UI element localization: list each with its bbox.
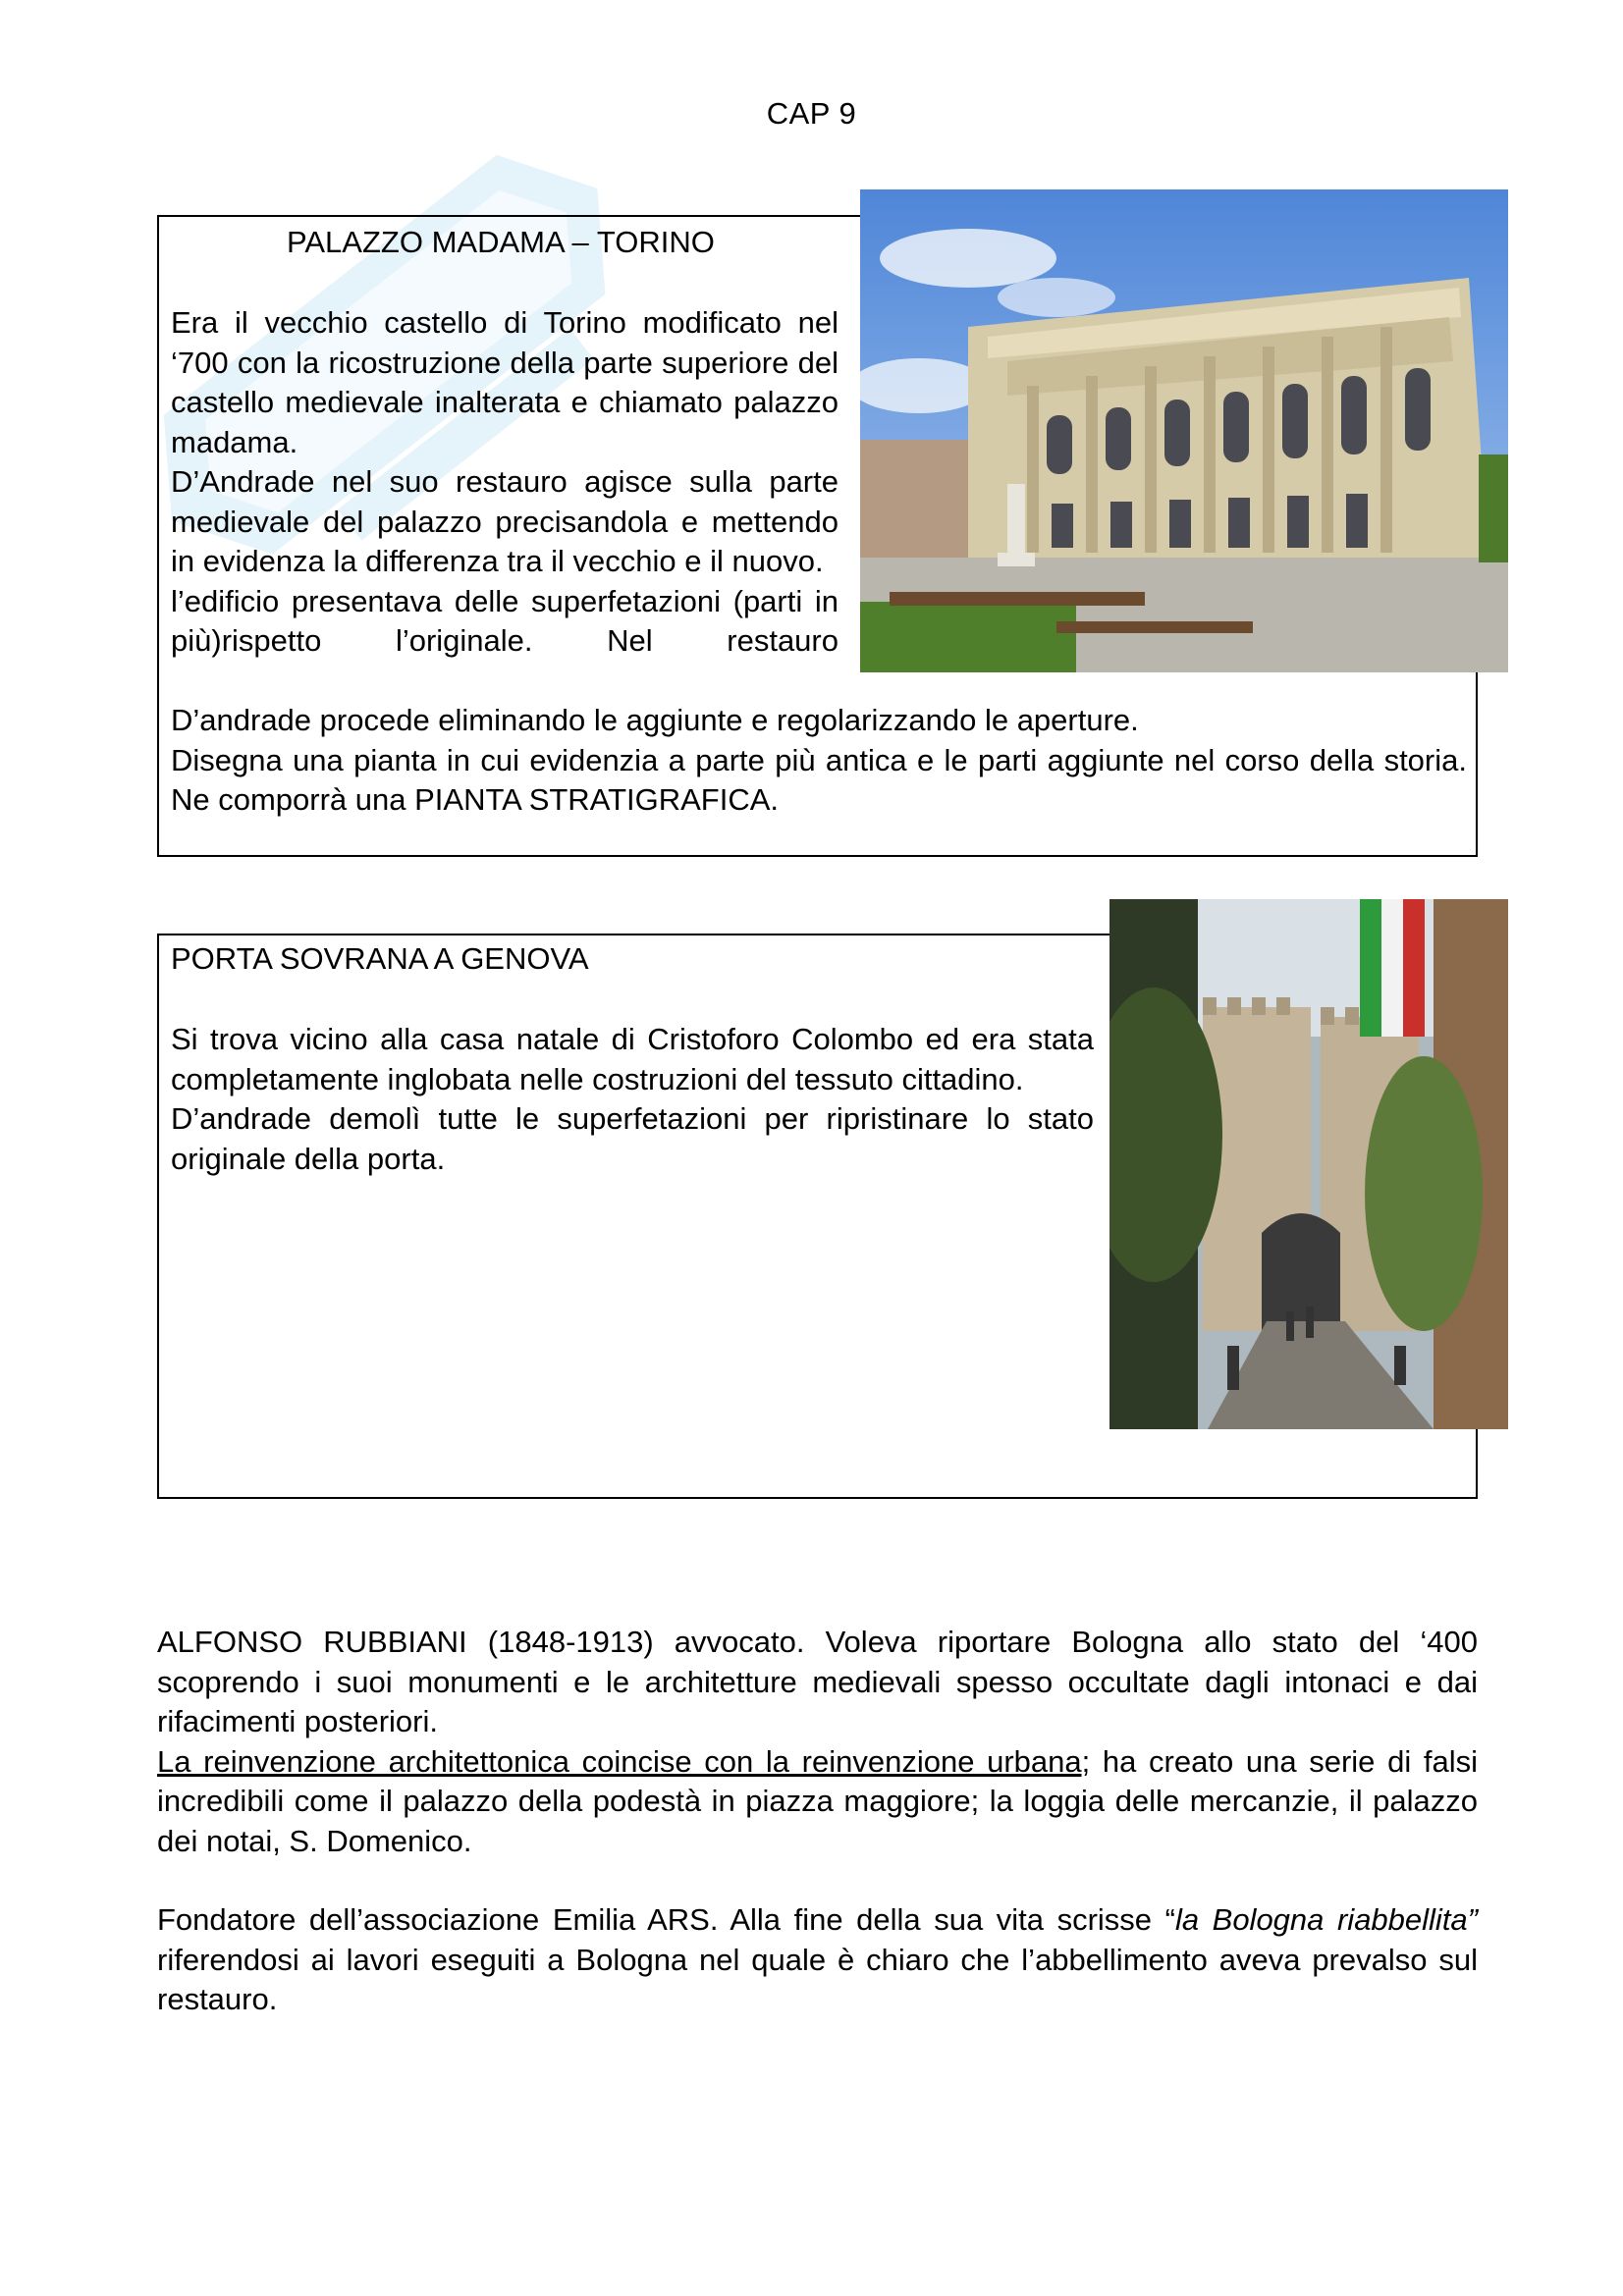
porta-photo-graphic	[1109, 899, 1508, 1429]
porta-title: PORTA SOVRANA A GENOVA	[171, 941, 589, 976]
porta-paragraph: D’andrade demolì tutte le superfetazioni per ripristinare lo stato originale della porta.	[171, 1101, 1094, 1176]
palazzo-paragraph: Era il vecchio castello di Torino modificato nel ‘700 con la ricostruzione della parte superiore del castello medievale inalterata e chiamato palazzo madama.	[171, 305, 839, 459]
palazzo-line: Disegna una pianta in cui evidenzia a parte più antica e le parti aggiunte nel corso della storia. Ne comporrà una PIANTA STRATIGRAFICA.	[171, 742, 1467, 817]
rubbiani-p2-italic: la Bologna riabbellita”	[1174, 1902, 1478, 1937]
palazzo-full-text	[171, 701, 1467, 821]
rubbiani-section-2	[157, 1900, 1478, 2020]
rubbiani-after-underlined: ha creato una serie di falsi incredibili come il palazzo della podestà in piazza maggiore; la loggia delle mercanzie, il palazzo dei notai, S. Domenico.	[157, 1743, 1478, 1858]
porta-column-text	[171, 1020, 1094, 1179]
page-header: CAP 9	[766, 96, 857, 131]
palazzo-column-text	[171, 303, 839, 662]
palazzo-line: D’andrade procede eliminando le aggiunte e regolarizzando le aperture.	[171, 703, 1139, 737]
palazzo-paragraph: l’edificio presentava delle superfetazioni (parti in più)rispetto l’originale. Nel restauro	[171, 583, 839, 658]
porta-paragraph: Si trova vicino alla casa natale di Cristoforo Colombo ed era stata completamente inglobata nelle costruzioni del tessuto cittadino.	[171, 1022, 1094, 1096]
rubbiani-paragraph-2	[157, 1900, 1478, 2020]
rubbiani-p2-start: Fondatore dell’associazione Emilia ARS. Alla fine della sua vita scrisse “	[157, 1902, 1175, 1937]
rubbiani-intro: ALFONSO RUBBIANI (1848-1913) avvocato. Voleva riportare Bologna allo stato del ‘400 scoprendo i suoi monumenti e le architetture medievali spesso occultate dagli intonaci e dai rifacimenti posteriori.	[157, 1625, 1478, 1738]
palazzo-paragraph: D’Andrade nel suo restauro agisce sulla parte medievale del palazzo precisandola e mettendo in evidenza la differenza tra il vecchio e il nuovo.	[171, 464, 839, 578]
rubbiani-underlined: La reinvenzione architettonica coincise con la reinvenzione urbana;	[157, 1743, 1091, 1779]
palazzo-photo-graphic	[860, 189, 1508, 672]
palazzo-title: PALAZZO MADAMA – TORINO	[287, 225, 715, 259]
rubbiani-section	[157, 1623, 1478, 1861]
rubbiani-p2-end: riferendosi ai lavori eseguiti a Bologna nel quale è chiaro che l’abbellimento aveva prevalso sul restauro.	[157, 1942, 1478, 2016]
porta-sovrana-photo	[1109, 899, 1508, 1429]
palazzo-madama-photo	[860, 189, 1508, 672]
rubbiani-paragraph	[157, 1742, 1478, 1862]
